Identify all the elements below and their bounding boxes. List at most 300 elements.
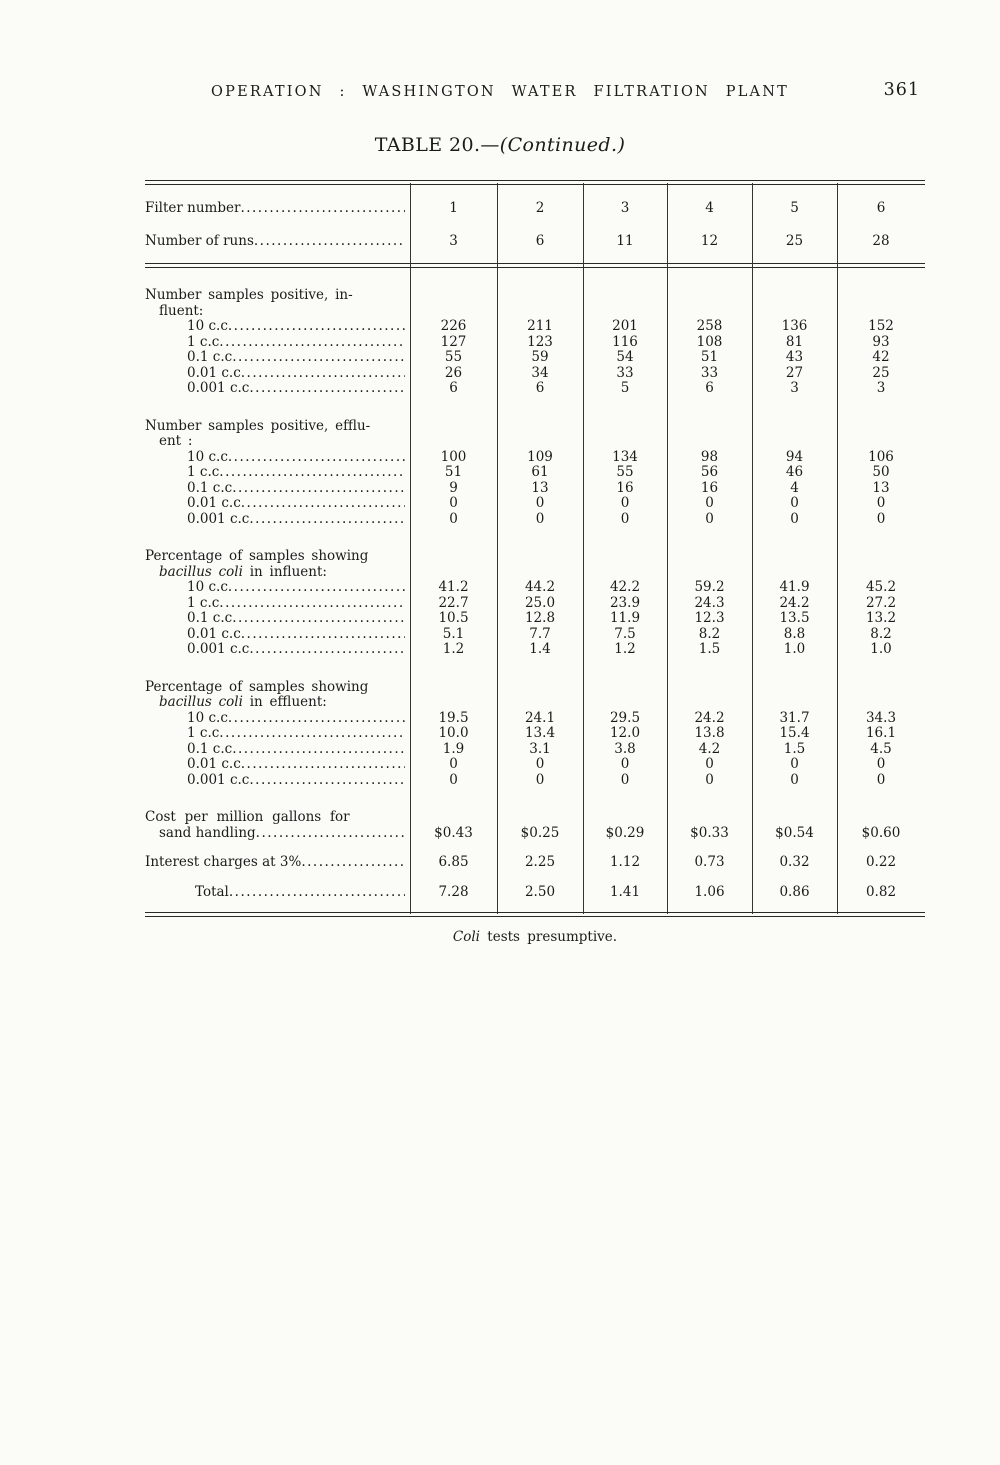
heading-text: Number samples positive, in- (145, 287, 353, 303)
row-label (145, 580, 410, 596)
table-cell: 41.2 (438, 579, 469, 595)
table-cell: 0 (790, 495, 799, 511)
row-label (145, 450, 410, 466)
table-cell: 13.4 (524, 725, 556, 741)
table-cell: 5 (620, 380, 630, 396)
table-cell: 1.0 (783, 641, 806, 657)
dot-leader (240, 201, 405, 217)
table-cell: 19.5 (438, 709, 469, 726)
table-cell: 13 (872, 479, 890, 496)
table-cell: 2.50 (524, 883, 556, 900)
table-cell: 1.9 (442, 740, 465, 757)
row-label (145, 335, 410, 351)
table-row (145, 381, 925, 397)
table-cell: 0 (535, 510, 545, 527)
label-text: sand handling (159, 824, 256, 841)
table-cell: 0 (620, 756, 630, 772)
table-cell: 0.73 (694, 854, 725, 870)
row-label (145, 757, 410, 773)
table-cell: 109 (527, 448, 553, 465)
table-cell: 56 (700, 464, 719, 480)
table-cell: 0 (620, 510, 630, 527)
label-text: 0.001 c.c (187, 510, 250, 527)
table-body (145, 268, 925, 912)
dot-leader (228, 580, 405, 596)
label-text: Filter number (145, 199, 241, 216)
table-title-continued: (Continued.) (499, 134, 626, 156)
table-cell: 6 (876, 199, 886, 216)
label-text: 10 c.c (187, 579, 228, 595)
table-cell: 7.7 (529, 625, 551, 642)
table-cell: 27 (785, 364, 804, 381)
table-cell: 31.7 (779, 709, 810, 726)
table-row (145, 319, 925, 335)
row-label (145, 319, 410, 335)
column-rule (583, 183, 584, 914)
label-line (187, 366, 405, 382)
table-cell: 41.9 (779, 579, 810, 595)
table-cell: 0 (876, 495, 886, 511)
table-cell: 0 (449, 495, 458, 511)
label-line (187, 481, 405, 497)
label-line (145, 810, 405, 826)
table-row (145, 366, 925, 382)
table-cell: 6 (535, 380, 545, 396)
table-cell: 98 (700, 448, 719, 465)
table-cell: 33 (700, 364, 719, 381)
heading-italic-text: bacillus coli (159, 694, 243, 710)
label-line (187, 319, 405, 335)
label-line (187, 711, 405, 727)
table-cell: 4.2 (698, 740, 721, 757)
table-row (145, 481, 925, 497)
dot-leader (301, 855, 405, 871)
table-cell: $0.54 (775, 824, 814, 841)
table-title-main: TABLE 20.— (374, 134, 500, 156)
table-cell: 136 (781, 318, 808, 334)
table-cell: 26 (444, 364, 463, 381)
table-cell: 0 (535, 756, 545, 772)
table-cell: 1.41 (609, 883, 641, 900)
table-section (145, 680, 925, 789)
table-cell: 0 (449, 771, 458, 788)
dot-leader (241, 366, 405, 382)
table-row (145, 596, 925, 612)
table-cell: 3.8 (614, 740, 636, 757)
running-head (0, 80, 1000, 106)
table-cell: 2.25 (524, 854, 556, 870)
section-heading-line (145, 680, 925, 696)
dot-leader (249, 642, 405, 658)
dot-leader (241, 627, 405, 643)
section-heading-line (145, 304, 925, 320)
table-cell: 1.2 (614, 641, 636, 657)
label-line (187, 580, 405, 596)
table-cell: 42 (872, 349, 890, 365)
table-cell: 27.2 (865, 594, 897, 611)
table-cell: 0 (705, 771, 714, 788)
table-cell: 25.0 (524, 594, 556, 611)
table-cell: 0.32 (779, 854, 810, 870)
table-cell: 3 (449, 232, 458, 249)
table-section (145, 549, 925, 658)
table-cell: 116 (612, 333, 638, 350)
table-footer-row (145, 810, 925, 841)
dot-leader (228, 319, 405, 335)
dot-leader (249, 773, 405, 789)
heading-text: fluent: (159, 302, 204, 319)
table-cell: 25 (785, 232, 804, 249)
column-rule (410, 183, 411, 914)
table-cell: 0 (705, 756, 714, 772)
data-table (145, 180, 925, 917)
label-line (145, 201, 405, 217)
heading-text: ent : (159, 433, 193, 449)
dot-leader (232, 481, 405, 497)
table-cell: 1.06 (694, 883, 725, 900)
table-cell: 61 (531, 464, 549, 480)
table-cell: $0.25 (520, 824, 560, 841)
table-cell: 81 (785, 333, 804, 350)
label-line (145, 234, 405, 250)
table-row (145, 611, 925, 627)
table-cell: 1 (449, 199, 458, 216)
label-text: 1 c.c (187, 594, 220, 611)
row-label (145, 596, 410, 612)
table-row (145, 742, 925, 758)
table-cell: 33 (616, 364, 634, 381)
label-text: 1 c.c (187, 464, 220, 480)
table-cell: $0.43 (434, 824, 473, 841)
row-label (145, 742, 410, 758)
table-cell: 0 (790, 756, 799, 772)
table-cell: 46 (785, 464, 804, 480)
table-cell: 16 (700, 479, 719, 496)
table-cell: 54 (616, 349, 634, 365)
row-label (145, 855, 410, 871)
section-heading (145, 288, 925, 319)
row-label (145, 773, 410, 789)
table-section (145, 419, 925, 528)
heading-text: Number samples positive, efflu- (145, 417, 371, 434)
label-text: 0.001 c.c (187, 771, 250, 788)
page-number: 361 (883, 80, 920, 100)
table-row (145, 450, 925, 466)
label-text: 0.1 c.c (187, 740, 233, 757)
table-cell: 0 (449, 756, 458, 772)
dot-leader (232, 742, 405, 758)
table-cell: 3 (620, 199, 630, 216)
label-text: 0.1 c.c (187, 349, 233, 365)
table-cell: 10.5 (438, 610, 469, 626)
label-line (187, 742, 405, 758)
section-heading-line (145, 434, 925, 450)
heading-text: Percentage of samples showing (145, 678, 369, 695)
table-cell: 8.8 (783, 625, 806, 642)
table-cell: 34.3 (865, 709, 897, 726)
table-cell: 24.2 (694, 709, 725, 726)
dot-leader (241, 496, 405, 512)
table-cell: 16.1 (865, 725, 897, 741)
label-line (145, 855, 405, 871)
table-cell: 4 (705, 199, 714, 216)
table-cell: 12 (700, 232, 719, 249)
table-cell: 3 (790, 380, 799, 396)
table-cell: 0.82 (865, 883, 897, 900)
label-line (145, 885, 405, 901)
table-cell: 0.22 (865, 854, 897, 870)
table-cell: 8.2 (870, 625, 892, 642)
dot-leader (249, 381, 405, 397)
label-line (187, 350, 405, 366)
table-cell: 0 (876, 756, 886, 772)
table-cell: 0 (535, 771, 545, 788)
table-cell: 23.9 (609, 594, 641, 611)
table-cell: 93 (872, 333, 890, 350)
label-line (187, 335, 405, 351)
label-text: 0.01 c.c (187, 495, 241, 511)
table-cell: 13.2 (865, 610, 897, 626)
label-text: Cost per million gallons for (145, 809, 350, 825)
table-cell: 3.1 (529, 740, 551, 757)
table-cell: 201 (612, 318, 638, 334)
table-cell: 0 (790, 771, 799, 788)
table-cell: 34 (531, 364, 549, 381)
table-row (145, 512, 925, 528)
table-row (145, 335, 925, 351)
label-text: 1 c.c (187, 333, 220, 350)
table-cell: 28 (872, 232, 890, 249)
table-cell: 0.86 (779, 883, 810, 900)
table-cell: 9 (449, 479, 458, 496)
label-text: 10 c.c (187, 448, 228, 465)
table-footnote (145, 929, 925, 945)
table-cell: 0 (535, 495, 545, 511)
rule-bottom (145, 912, 925, 917)
label-text: 10 c.c (187, 318, 228, 334)
section-heading-line (145, 288, 925, 304)
table-cell: 258 (696, 318, 723, 334)
table-cell: 0 (705, 495, 714, 511)
table-cell: 12.3 (694, 610, 725, 626)
label-text: 0.1 c.c (187, 610, 233, 626)
dot-leader (228, 450, 405, 466)
table-header-row (145, 225, 925, 258)
table-cell: 6 (705, 380, 714, 396)
label-text: 0.001 c.c (187, 641, 250, 657)
table-row (145, 711, 925, 727)
dot-leader (254, 234, 405, 250)
label-text: Number of runs (145, 232, 254, 249)
table-cell: 2 (535, 199, 545, 216)
table-cell: 7.5 (614, 625, 636, 642)
section-heading-line (145, 695, 925, 711)
label-text: Interest charges at 3% (145, 854, 302, 870)
table-footer-row (145, 885, 925, 901)
dot-leader (232, 350, 405, 366)
footnote-coli-word: Coli (452, 929, 480, 945)
table-cell: 5 (790, 199, 799, 216)
table-cell: 59 (531, 349, 549, 365)
section-heading-line (145, 565, 925, 581)
heading-italic-text: bacillus coli (159, 563, 243, 580)
table-cell: 123 (527, 333, 553, 350)
table-cell: 51 (700, 349, 719, 365)
dot-leader (219, 726, 405, 742)
label-text: 1 c.c (187, 725, 220, 741)
table-cell: 55 (444, 349, 463, 365)
heading-text: in influent: (242, 563, 327, 580)
row-label (145, 366, 410, 382)
table-cell: 108 (696, 333, 723, 350)
row-label (145, 642, 410, 658)
table-cell: 24.2 (779, 594, 810, 611)
row-label (145, 201, 410, 217)
table-cell: $0.33 (690, 824, 729, 841)
label-line (187, 496, 405, 512)
table-cell: 24.1 (524, 709, 556, 726)
row-label (145, 465, 410, 481)
table-cell: 43 (785, 349, 804, 365)
section-heading (145, 680, 925, 711)
table-row (145, 726, 925, 742)
table-cell: 51 (444, 464, 463, 480)
table-cell: 211 (527, 318, 553, 334)
table-header (145, 185, 925, 263)
dot-leader (229, 885, 405, 901)
table-cell: 0 (876, 510, 886, 527)
dot-leader (219, 335, 405, 351)
heading-text: Percentage of samples showing (145, 548, 369, 564)
table-header-row (145, 192, 925, 225)
table-cell: 6 (535, 232, 545, 249)
table-cell: 0 (790, 510, 799, 527)
label-line (187, 757, 405, 773)
running-head-title: OPERATION : WASHINGTON WATER FILTRATION PLANT (211, 84, 789, 100)
table-section (145, 288, 925, 397)
table-cell: 6.85 (438, 854, 469, 870)
dot-leader (232, 611, 405, 627)
table-cell: 100 (440, 448, 467, 465)
label-text: 10 c.c (187, 709, 228, 726)
dot-leader (241, 757, 405, 773)
table-cell: 29.5 (609, 709, 641, 726)
table-title (0, 134, 1000, 156)
table-cell: 13 (531, 479, 549, 496)
dot-leader (219, 596, 405, 612)
label-line (187, 642, 405, 658)
row-label (145, 885, 410, 901)
dot-leader (219, 465, 405, 481)
column-rule (752, 183, 753, 914)
label-line (187, 450, 405, 466)
row-label (145, 627, 410, 643)
table-cell: 11 (616, 232, 634, 249)
label-text: 0.01 c.c (187, 756, 241, 772)
table-row (145, 627, 925, 643)
label-text: 0.01 c.c (187, 364, 241, 381)
table-cell: 16 (616, 479, 634, 496)
table-row (145, 580, 925, 596)
label-text: 0.001 c.c (187, 380, 250, 396)
heading-text: in effluent: (242, 694, 327, 710)
table-cell: 1.2 (442, 641, 465, 657)
table-cell: 4 (790, 479, 799, 496)
label-line (187, 726, 405, 742)
table-cell: $0.60 (861, 824, 901, 841)
row-label (145, 381, 410, 397)
table-cell: 8.2 (698, 625, 721, 642)
table-cell: 152 (868, 318, 894, 334)
table-cell: 42.2 (609, 579, 641, 595)
label-line (187, 627, 405, 643)
table-cell: 226 (440, 318, 467, 334)
row-label (145, 350, 410, 366)
table-cell: 5.1 (442, 625, 465, 642)
footnote-rest: tests presumptive. (480, 929, 618, 945)
label-line (187, 611, 405, 627)
table-cell: 50 (872, 464, 890, 480)
row-label (145, 711, 410, 727)
row-label (145, 611, 410, 627)
table-cell: 45.2 (865, 579, 897, 595)
row-label (145, 512, 410, 528)
row-label (145, 481, 410, 497)
table-row (145, 350, 925, 366)
label-text: 0.1 c.c (187, 479, 233, 496)
table-cell: 0 (620, 771, 630, 788)
table-cell: 15.4 (779, 725, 810, 741)
column-rule (667, 183, 668, 914)
table-cell: 12.0 (609, 725, 641, 741)
row-label (145, 810, 410, 841)
table-row (145, 757, 925, 773)
table-cell: 1.5 (698, 641, 721, 657)
table-cell: 106 (868, 448, 894, 465)
table-cell: 11.9 (609, 610, 641, 626)
section-heading-line (145, 419, 925, 435)
table-cell: 1.4 (529, 641, 551, 657)
table-cell: 4.5 (870, 740, 892, 757)
section-heading-line (145, 549, 925, 565)
table-footer-row (145, 855, 925, 871)
dot-leader (249, 512, 405, 528)
table-cell: 0 (876, 771, 886, 788)
table-cell: 0 (449, 510, 458, 527)
table-cell: 12.8 (524, 610, 556, 626)
section-heading (145, 419, 925, 450)
table-cell: 0 (705, 510, 714, 527)
label-line (187, 773, 405, 789)
row-label (145, 234, 410, 250)
row-label (145, 726, 410, 742)
table-row (145, 496, 925, 512)
table-cell: 1.5 (783, 740, 806, 757)
table-cell: 55 (616, 464, 634, 480)
table-row (145, 773, 925, 789)
table-cell: 22.7 (438, 594, 469, 611)
table-cell: 44.2 (524, 579, 556, 595)
table-cell: 7.28 (438, 883, 469, 900)
table-cell: 6 (449, 380, 458, 396)
table-cell: 1.12 (609, 854, 641, 870)
table-cell: 3 (876, 380, 886, 396)
table-cell: 13.5 (779, 610, 810, 626)
table-cell: 59.2 (694, 579, 725, 595)
label-line (145, 826, 405, 842)
table-cell: 127 (440, 333, 467, 350)
dot-leader (228, 711, 405, 727)
